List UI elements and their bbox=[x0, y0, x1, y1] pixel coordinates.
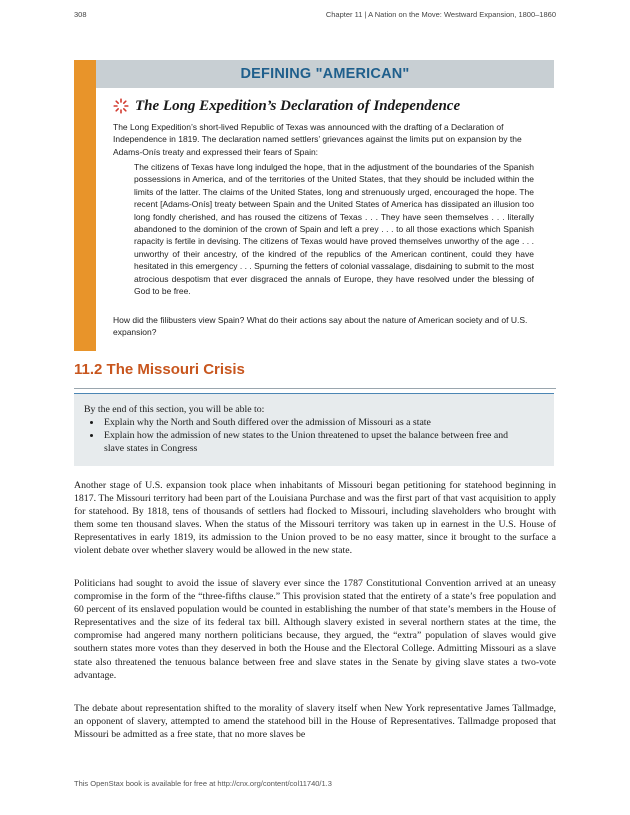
objective-item: • Explain why the North and South differed over the admission of Missouri as a state bbox=[102, 416, 522, 429]
feature-intro: The Long Expedition’s short-lived Republic of Texas was announced with the drafting of a Declaration of Independence in 1819. The declaration named settlers’ grievances against the limits put on expansion by the Adams-Onís treaty and expressed their fears of Spain: bbox=[113, 122, 522, 157]
objective-item: • Explain how the admission of new states to the Union threatened to upset the balance between free and slave states in Congress bbox=[102, 429, 522, 455]
feature-accent-bar bbox=[74, 60, 96, 351]
chapter-title: Chapter 11 | A Nation on the Move: Westward Expansion, 1800–1860 bbox=[325, 10, 556, 19]
feature-blockquote: The citizens of Texas have long indulged the hope, that in the adjustment of the boundaries of the Spanish possessions in America, and of the territories of the United States, that they should be included within the limits of the latter. The claims of the United States, long and strenuously urged, encouraged the hope. The recent [Adams-Onís] treaty between Spain and the United States of America has dissipated an illusion too long fondly cherished, and has roused the citizens of Texas . . . They have seen themselves . . . literally abandoned to the dominion of the crown of Spain and left a prey . . . to all those exactions which Spanish rapacity is fertile in devising. The citizens of Texas would have proved themselves unworthy of the age . . . unworthy of their ancestry, of the kindred of the republics of the American continent, could they have hesitated in this emergency . . . Spurning the fetters of colonial vassalage, disdaining to submit to the most atrocious despotism that ever disgraced the annals of Europe, they have resolved under the blessing of God to be free. bbox=[134, 162, 534, 297]
sunburst-icon bbox=[113, 98, 129, 114]
feature-subtitle: The Long Expedition’s Declaration of Independence bbox=[135, 97, 461, 114]
feature-band-title: DEFINING "AMERICAN" bbox=[96, 60, 554, 88]
feature-subtitle-row bbox=[113, 96, 543, 116]
section-divider bbox=[74, 388, 556, 389]
page-footer: This OpenStax book is available for free at http://cnx.org/content/col11740/1.3 bbox=[74, 779, 332, 788]
defining-american-feature bbox=[74, 60, 554, 351]
objectives-heading: By the end of this section, you will be able to: bbox=[84, 404, 265, 415]
paragraph-text: Politicians had sought to avoid the issue of slavery ever since the 1787 Constitutional Convention arrived at an uneasy compromise in the form of the “three-fifths clause.” This provision stated that the entirety of a state’s free population and 60 percent of its enslaved population would be counted in establishing the number of that state’s members in the House of Representatives and the size of its federal tax bill. Although slavery existed in several northern states at the time, the compromise had angered many northern politicians because, they argued, the “extra” population of slaves would give southern states more votes than they deserved in both the House and the Electoral College. Admitting Missouri as a slave state also threatened the tenuous balance between free and slave states in the Senate by giving slave states a two-vote advantage. bbox=[74, 578, 556, 681]
learning-objectives-box bbox=[74, 393, 554, 466]
objectives-list bbox=[92, 416, 522, 455]
page-number: 308 bbox=[74, 10, 87, 19]
body-paragraph bbox=[74, 702, 556, 741]
body-paragraph bbox=[74, 479, 556, 558]
section-title: 11.2 The Missouri Crisis bbox=[74, 361, 245, 378]
running-header bbox=[0, 10, 630, 24]
feature-question: How did the filibusters view Spain? What do their actions say about the nature of American society and of U.S. expansion? bbox=[113, 315, 528, 338]
paragraph-text: The debate about representation shifted to the morality of slavery itself when New York representative James Tallmadge, an opponent of slavery, attempted to amend the statehood bill in the House of Representatives. Tallmadge proposed that Missouri be admitted as a free state, that no more slaves be bbox=[74, 703, 556, 741]
body-paragraph bbox=[74, 577, 556, 682]
paragraph-text: Another stage of U.S. expansion took place when inhabitants of Missouri began petitioning for statehood beginning in 1817. The Missouri territory had been part of the Louisiana Purchase and was the first part of that vast acquisition to apply for statehood. By 1818, tens of thousands of settlers had flocked to Missouri, including slaveholders who brought with them some ten thousand slaves. When the status of the Missouri territory was taken up in earnest in the U.S. House of Representatives in early 1819, its admission to the Union proved to be no easy matter, since it brought to the surface a violent debate over whether slavery would be allowed in the new state. bbox=[74, 480, 556, 557]
